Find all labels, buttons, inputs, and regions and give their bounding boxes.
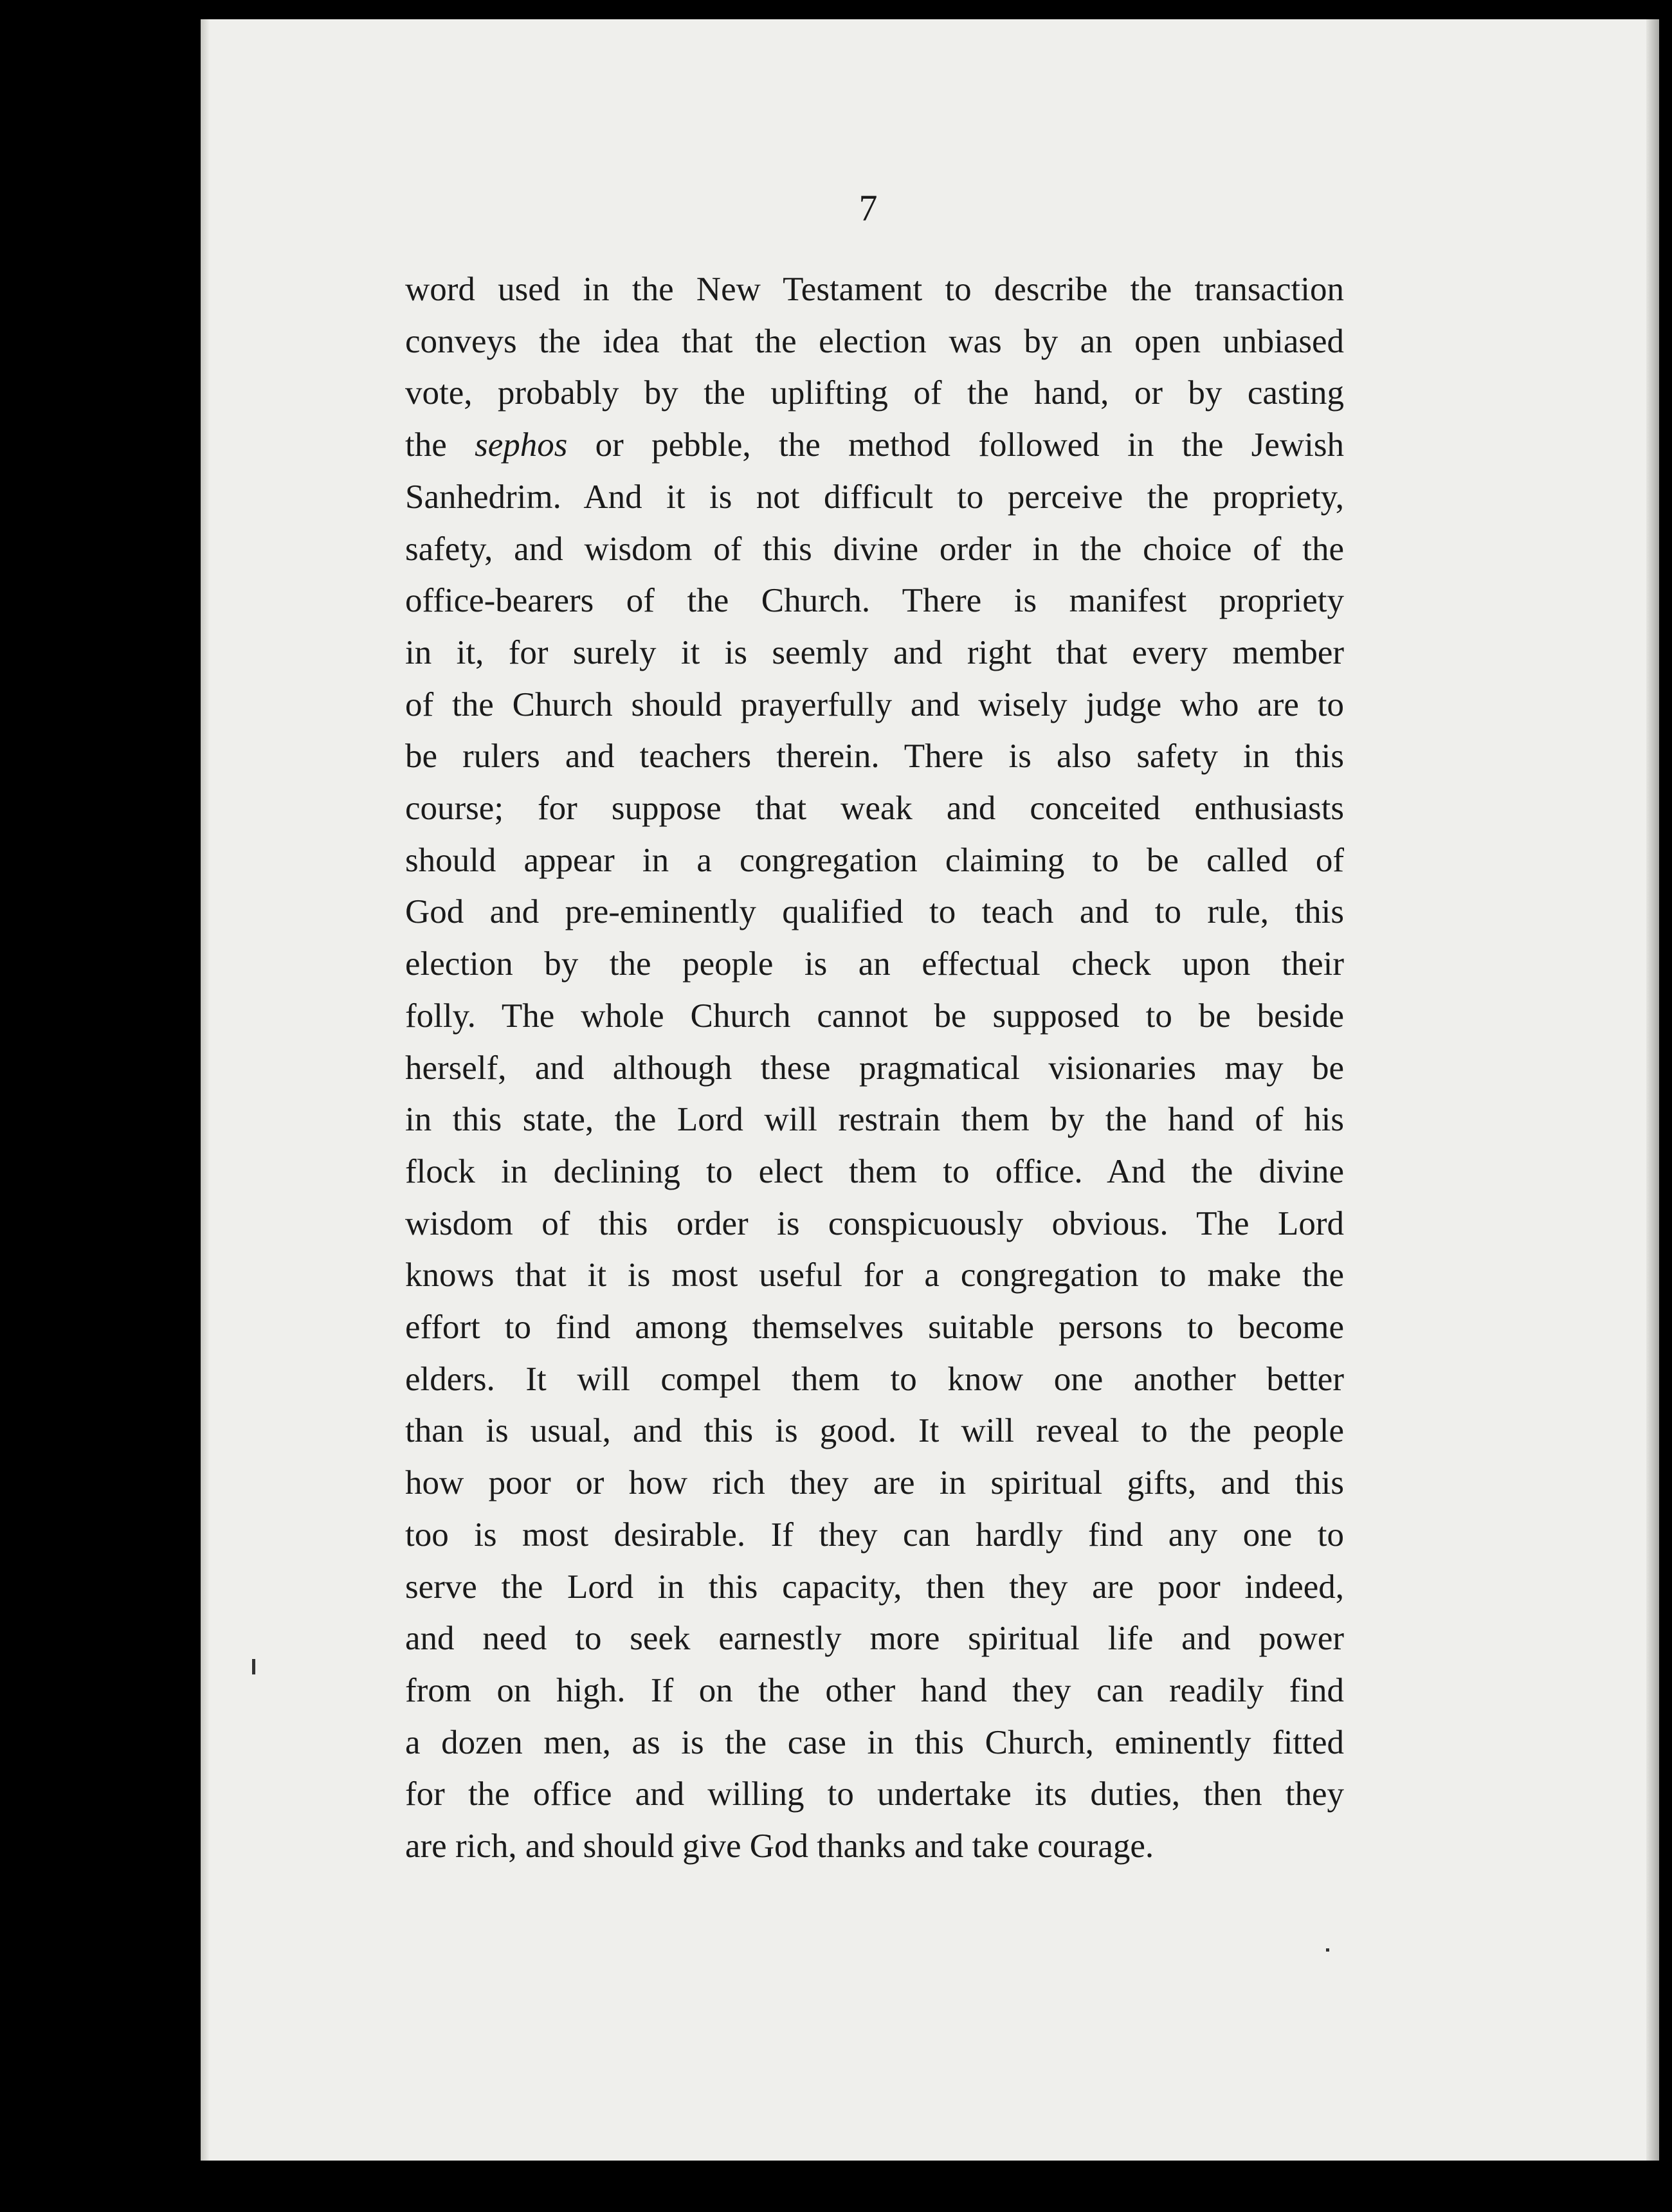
text-line: Sanhedrim. And it is not difficult to perceive the propriety, [405, 478, 1344, 516]
italic-term: sephos [475, 426, 568, 464]
text-line: vote, probably by the uplifting of the hand, or by casting [405, 374, 1344, 412]
text-line: office-bearers of the Church. There is manifest propriety [405, 582, 1344, 620]
text-line: in it, for surely it is seemly and right that every member [405, 633, 1344, 671]
text-line: word used in the New Testament to describe the transaction [405, 271, 1344, 308]
text-line: and need to seek earnestly more spiritual life and power [405, 1620, 1344, 1658]
text-line: be rulers and teachers therein. There is also safety in this [405, 738, 1344, 775]
page-edge-shadow [1646, 19, 1659, 2161]
text-line: conveys the idea that the election was by an open unbiased [405, 322, 1344, 360]
text-line: a dozen men, as is the case in this Church, eminently fitted [405, 1723, 1344, 1761]
text-line: are rich, and should give God thanks and take courage. [405, 1827, 1154, 1865]
text-line: effort to find among themselves suitable persons to become [405, 1309, 1344, 1346]
page-number: 7 [859, 187, 878, 229]
text-line: God and pre-eminently qualified to teach and to rule, this [405, 893, 1344, 931]
text-line: flock in declining to elect them to office. And the divine [405, 1152, 1344, 1190]
text-line: knows that it is most useful for a congregation to make the [405, 1256, 1344, 1294]
text-line: of the Church should prayerfully and wisely judge who are to [405, 685, 1344, 723]
text-line: than is usual, and this is good. It will reveal to the people [405, 1412, 1344, 1450]
text-line: in this state, the Lord will restrain them by the hand of his [405, 1101, 1344, 1139]
text-line: should appear in a congregation claiming to be called of [405, 841, 1344, 879]
text-line: serve the Lord in this capacity, then they are poor indeed, [405, 1568, 1344, 1606]
text-line: folly. The whole Church cannot be supposed to be beside [405, 997, 1344, 1035]
text-line: course; for suppose that weak and conceited enthusiasts [405, 790, 1344, 828]
text-line: from on high. If on the other hand they can readily find [405, 1671, 1344, 1709]
body-text [405, 264, 1344, 1872]
text-segment: the [405, 426, 475, 464]
scan-speck [1326, 1948, 1329, 1952]
text-line: election by the people is an effectual check upon their [405, 945, 1344, 983]
scan-speck [252, 1659, 255, 1674]
page-fold-shadow [201, 19, 210, 2161]
text-segment: or pebble, the method followed in the Jewish [567, 426, 1344, 464]
text-line [405, 419, 1344, 471]
text-line: for the office and willing to undertake its duties, then they [405, 1775, 1344, 1813]
text-line: wisdom of this order is conspicuously obvious. The Lord [405, 1204, 1344, 1242]
text-line: herself, and although these pragmatical visionaries may be [405, 1049, 1344, 1087]
text-line: safety, and wisdom of this divine order in the choice of the [405, 530, 1344, 568]
text-line: elders. It will compel them to know one another better [405, 1360, 1344, 1398]
text-line: too is most desirable. If they can hardly find any one to [405, 1516, 1344, 1554]
text-line: how poor or how rich they are in spiritual gifts, and this [405, 1464, 1344, 1502]
